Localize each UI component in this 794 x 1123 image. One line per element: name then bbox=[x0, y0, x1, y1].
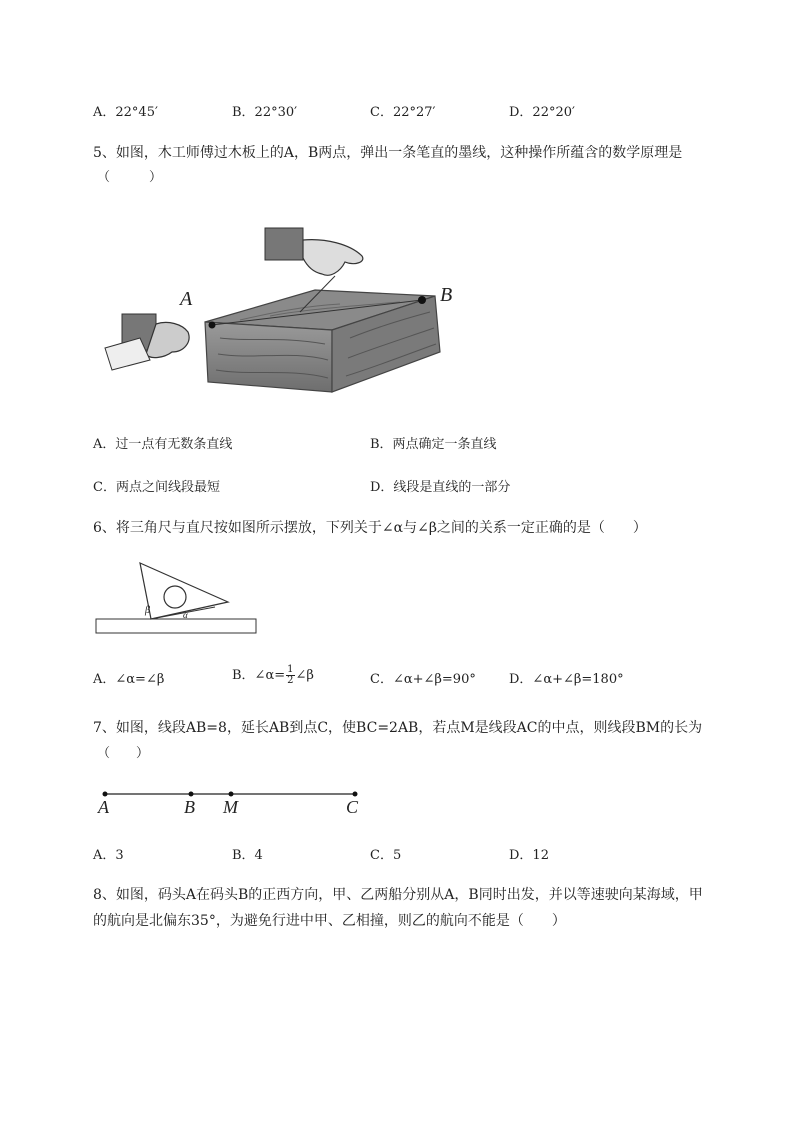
set-square-hole bbox=[164, 586, 186, 608]
point-c bbox=[353, 792, 358, 797]
q4-option-a: A．22°45′ bbox=[93, 105, 158, 120]
q7-option-d: D．12 bbox=[509, 848, 549, 863]
triangle-ruler-figure bbox=[95, 555, 265, 640]
q5-option-c: C．两点之间线段最短 bbox=[93, 480, 220, 495]
q4-option-b: B．22°30′ bbox=[232, 105, 298, 120]
carpenter-illustration bbox=[100, 220, 480, 400]
q5-option-b: B．两点确定一条直线 bbox=[370, 437, 497, 452]
segment-figure bbox=[95, 785, 375, 825]
point-a bbox=[103, 792, 108, 797]
carpenter-figure bbox=[100, 220, 480, 400]
point-m bbox=[229, 792, 234, 797]
angle-alpha-label: α bbox=[183, 610, 188, 620]
q6-option-b: B．∠α= $\frac{1}{2}$ ∠β bbox=[232, 664, 314, 686]
ruler bbox=[96, 619, 256, 633]
q7-stem: 7、如图，线段AB=8，延长AB到点C，使BC=2AB，若点M是线段AC的中点，则线段BM的长为 bbox=[93, 720, 703, 736]
q4-option-c: C．22°27′ bbox=[370, 105, 436, 120]
q7-option-a: A．3 bbox=[93, 848, 124, 863]
segment-label-m: M bbox=[223, 797, 238, 817]
segment-label-a: A bbox=[98, 797, 109, 817]
q7-answer-paren: （ ） bbox=[97, 746, 150, 761]
q6-stem: 6、将三角尺与直尺按如图所示摆放，下列关于∠α与∠β之间的关系一定正确的是（ ） bbox=[93, 520, 647, 536]
figure-label-a: A bbox=[180, 288, 193, 310]
point-b-dot bbox=[418, 296, 426, 304]
figure-label-b: B bbox=[440, 284, 453, 306]
angle-beta-label: β bbox=[145, 605, 150, 616]
upper-hand bbox=[303, 240, 363, 276]
q7-option-c: C．5 bbox=[370, 848, 402, 863]
point-b bbox=[189, 792, 194, 797]
q5-answer-paren: （ ） bbox=[97, 170, 163, 185]
q5-option-d: D．线段是直线的一部分 bbox=[370, 480, 511, 495]
q6-option-a: A．∠α=∠β bbox=[93, 672, 165, 687]
upper-sleeve bbox=[265, 228, 303, 260]
q4-option-d: D．22°20′ bbox=[509, 105, 575, 120]
q6-option-d: D．∠α+∠β=180° bbox=[509, 672, 624, 687]
segment-label-c: C bbox=[346, 797, 359, 817]
q5-option-a: A．过一点有无数条直线 bbox=[93, 437, 233, 452]
q6-option-c: C．∠α+∠β=90° bbox=[370, 672, 476, 687]
segment-label-b: B bbox=[184, 797, 195, 817]
q5-stem: 5、如图，木工师傅过木板上的A，B两点，弹出一条笔直的墨线，这种操作所蕴含的数学原理是 bbox=[93, 145, 683, 161]
point-a-dot bbox=[209, 322, 216, 329]
q8-stem-line1: 8、如图，码头A在码头B的正西方向，甲、乙两船分别从A，B同时出发，并以等速驶向某海域，甲 bbox=[93, 887, 703, 903]
q8-stem-line2: 的航向是北偏东35°，为避免行进中甲、乙相撞，则乙的航向不能是（ ） bbox=[93, 913, 566, 929]
q7-option-b: B．4 bbox=[232, 848, 263, 863]
